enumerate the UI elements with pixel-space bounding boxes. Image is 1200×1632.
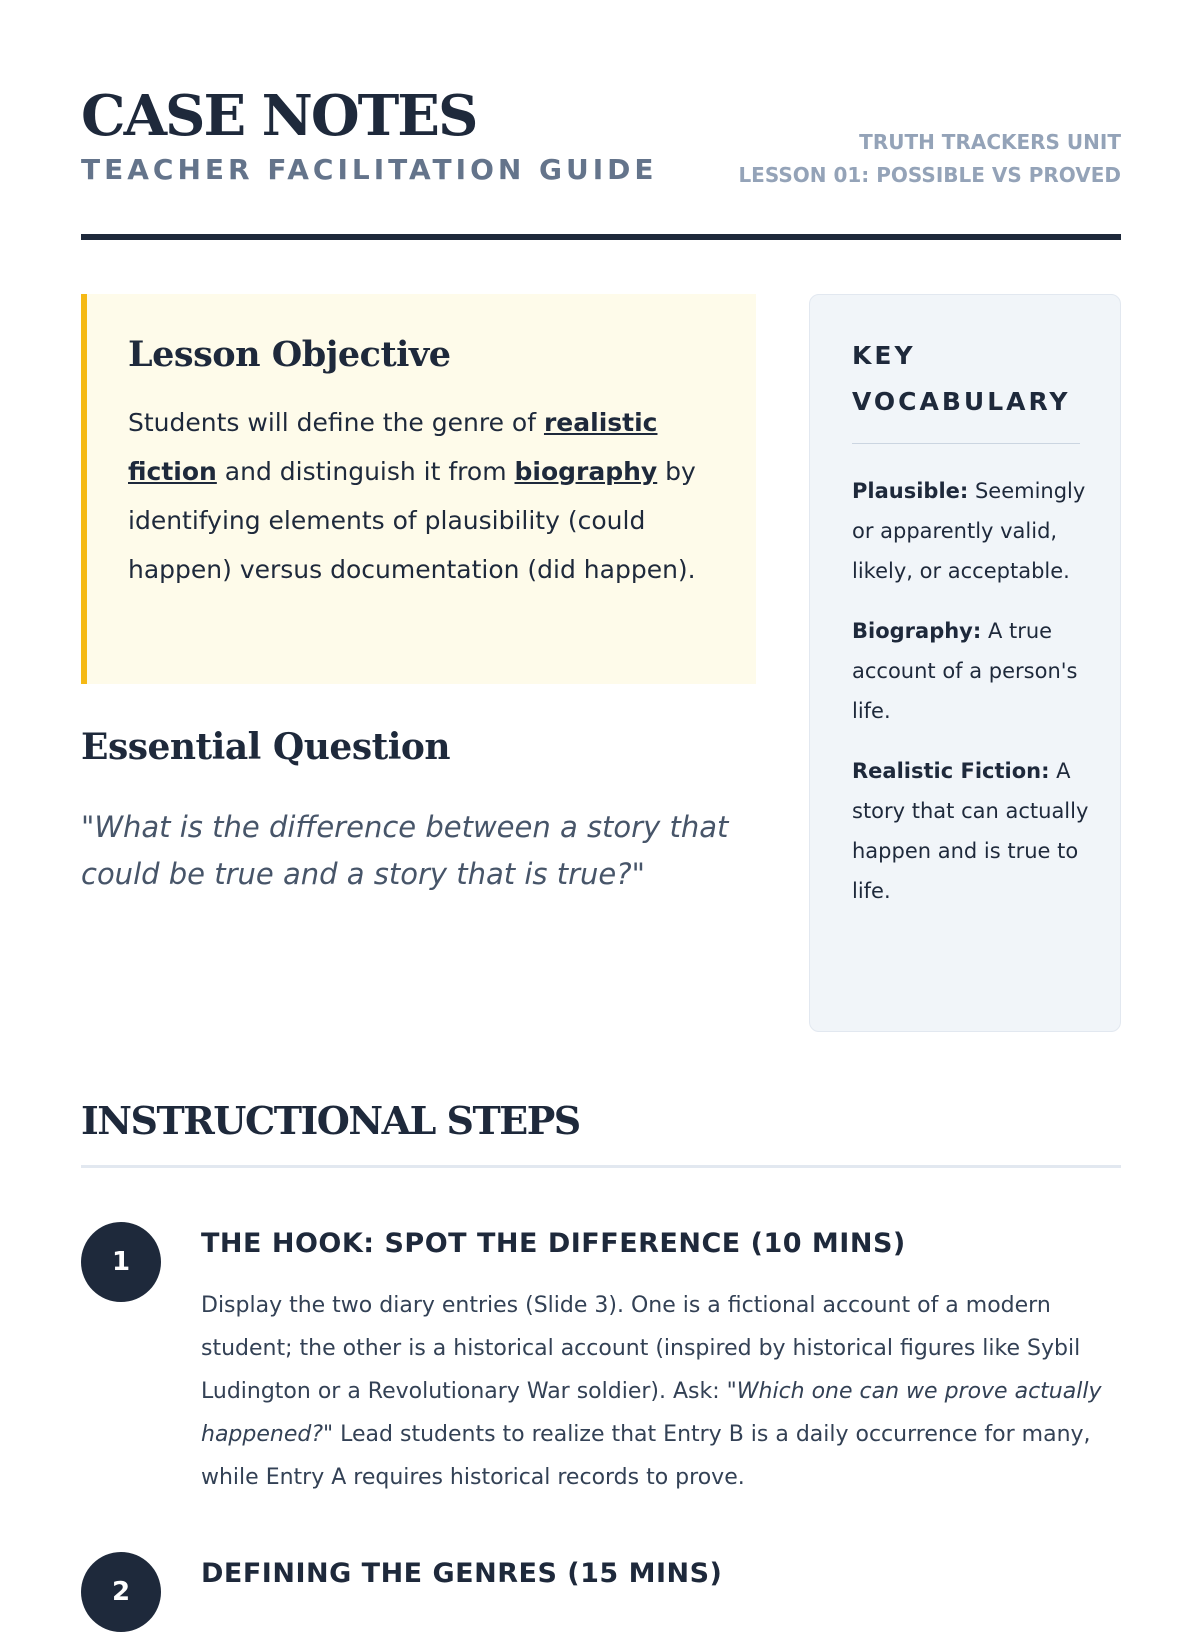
- vocab-term: Plausible:: [852, 479, 969, 503]
- vocab-definition: A true account of a person's life.: [852, 619, 1078, 723]
- vocab-term: Biography:: [852, 619, 982, 643]
- vocab-definition: A story that can actually happen and is true to life.: [852, 759, 1089, 903]
- essential-question-title: Essential Question: [81, 726, 451, 768]
- steps-divider: [81, 1165, 1121, 1168]
- unit-name: TRUTH TRACKERS UNIT: [859, 130, 1121, 154]
- key-vocabulary-title: KEY VOCABULARY: [852, 341, 1071, 416]
- objective-text-part: by identifying elements of plausibility (could happen) versus documentation (did happen).: [128, 457, 696, 584]
- step-question: "Which one can we prove actually happened?": [201, 1379, 1102, 1447]
- step-title: THE HOOK: SPOT THE DIFFERENCE (10 MINS): [201, 1228, 906, 1259]
- key-vocabulary-card: [809, 294, 1121, 1032]
- document-header: [81, 80, 1121, 240]
- objective-text-part: Students will define the genre of: [128, 408, 544, 437]
- step-body-part: Lead students to realize that Entry B is a daily occurrence for many, while Entry A requires historical records to prove.: [201, 1422, 1091, 1490]
- lesson-objective-text: [128, 398, 728, 594]
- lesson-objective-box: [81, 294, 756, 684]
- document-title: CASE NOTES: [81, 83, 477, 149]
- step-body-part: Display the two diary entries (Slide 3). One is a fictional account of a modern student; the other is a historical account (inspired by historical figures like Sybil Ludington or a Revolutionary War soldier). Ask:: [201, 1293, 1081, 1404]
- lesson-meta: [738, 126, 1121, 192]
- vocab-item-biography: [852, 611, 1092, 731]
- document-subtitle: TEACHER FACILITATION GUIDE: [81, 153, 658, 186]
- step-number-badge: 1: [81, 1222, 161, 1302]
- lesson-name: LESSON 01: POSSIBLE VS PROVED: [738, 163, 1121, 187]
- term-biography: biography: [514, 457, 658, 486]
- vocab-item-plausible: [852, 471, 1092, 591]
- vocab-definition: Seemingly or apparently valid, likely, or acceptable.: [852, 479, 1086, 583]
- step-number-badge: 2: [81, 1552, 161, 1632]
- objective-text-part: and distinguish it from: [216, 457, 515, 486]
- vocab-item-realistic-fiction: [852, 751, 1092, 911]
- vocab-term: Realistic Fiction:: [852, 759, 1050, 783]
- essential-question-quote: "What is the difference between a story that could be true and a story that is true?": [81, 810, 729, 891]
- vocabulary-list: [852, 471, 1092, 931]
- instructional-steps-title: INSTRUCTIONAL STEPS: [81, 1098, 580, 1143]
- step-body: [201, 1284, 1121, 1499]
- vocabulary-divider: [852, 443, 1080, 444]
- term-realistic-fiction: realistic fiction: [128, 408, 658, 486]
- lesson-objective-title: Lesson Objective: [128, 334, 451, 375]
- header-divider: [81, 234, 1121, 240]
- step-title: DEFINING THE GENRES (15 MINS): [201, 1558, 723, 1589]
